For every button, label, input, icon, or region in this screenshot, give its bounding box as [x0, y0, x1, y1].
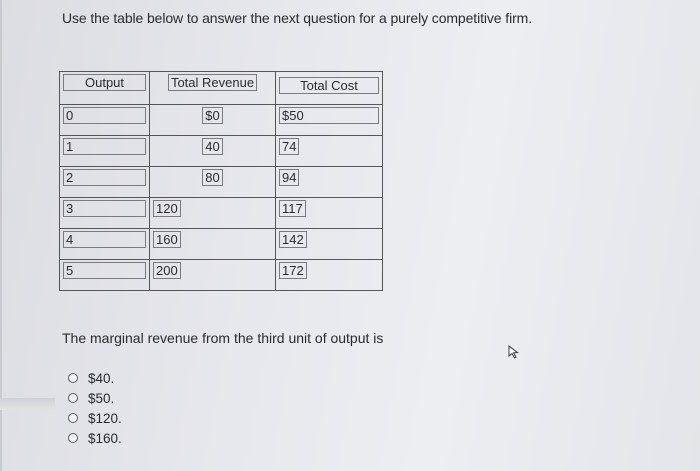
radio-unselected-icon[interactable]: [68, 433, 78, 443]
table-row: [60, 229, 383, 260]
option-label[interactable]: $120.: [88, 410, 122, 426]
header-total-revenue: Total Revenue: [150, 72, 276, 105]
table-row: [60, 167, 383, 198]
cell-cost: $50: [276, 105, 383, 136]
header-total-cost: Total Cost: [276, 72, 383, 105]
cell-cost: 117: [276, 198, 383, 229]
cell-output: 0: [60, 105, 150, 136]
cell-revenue: 200: [150, 260, 276, 291]
cell-output: 1: [60, 136, 150, 167]
cell-revenue: 160: [150, 229, 276, 260]
option-3[interactable]: [68, 408, 122, 428]
cell-cost: 172: [276, 260, 383, 291]
cell-output: 4: [60, 229, 150, 260]
option-label[interactable]: $40.: [88, 370, 115, 386]
revenue-cost-table: [59, 71, 383, 291]
left-edge-bar: [0, 398, 55, 410]
radio-unselected-icon[interactable]: [68, 413, 78, 423]
cell-cost: 94: [276, 167, 383, 198]
cell-output: 3: [60, 198, 150, 229]
cell-revenue: 40: [150, 136, 276, 167]
cell-cost: 142: [276, 229, 383, 260]
cell-cost: 74: [276, 136, 383, 167]
header-output: Output: [60, 72, 150, 105]
cell-output: 2: [60, 167, 150, 198]
option-label[interactable]: $160.: [88, 430, 122, 446]
cell-revenue: 80: [150, 167, 276, 198]
table-header-row: [60, 72, 383, 105]
radio-unselected-icon[interactable]: [68, 393, 78, 403]
instruction-text: Use the table below to answer the next question for a purely competitive firm.: [62, 10, 532, 26]
answer-options: [68, 368, 122, 448]
table-row: [60, 105, 383, 136]
cell-output: 5: [60, 260, 150, 291]
cell-revenue: $0: [150, 105, 276, 136]
radio-unselected-icon[interactable]: [68, 373, 78, 383]
option-label[interactable]: $50.: [88, 390, 115, 406]
cell-revenue: 120: [150, 198, 276, 229]
cursor-arrow-icon: [507, 345, 521, 359]
table-row: [60, 260, 383, 291]
option-1[interactable]: [68, 368, 122, 388]
question-text: The marginal revenue from the third unit of output is: [62, 330, 384, 346]
table-row: [60, 136, 383, 167]
option-4[interactable]: [68, 428, 122, 448]
table-row: [60, 198, 383, 229]
option-2[interactable]: [68, 388, 122, 408]
